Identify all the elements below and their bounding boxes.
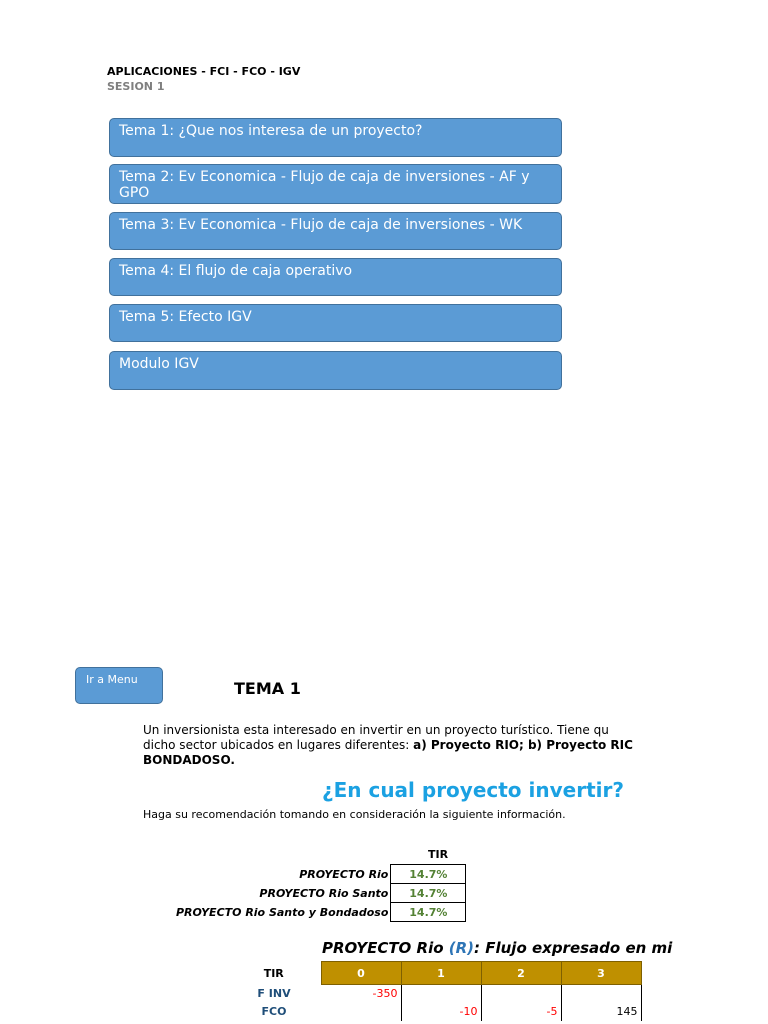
table-row: [227, 1003, 641, 1021]
menu-button-tema-4[interactable]: Tema 4: El flujo de caja operativo: [109, 258, 562, 296]
period-header: 3: [561, 962, 641, 985]
flow-title-project: PROYECTO Rio: [322, 939, 449, 957]
table-row: [227, 985, 641, 1003]
flow-table-title: [322, 939, 673, 957]
period-header: 0: [321, 962, 401, 985]
table-row: [227, 962, 641, 985]
flow-cell[interactable]: -5: [481, 1003, 561, 1021]
session-label: SESION 1: [107, 80, 165, 93]
tir-table: [174, 864, 466, 922]
menu-button-modulo-igv[interactable]: Modulo IGV: [109, 351, 562, 390]
table-row: [174, 903, 466, 922]
statement-line-2-bold: a) Proyecto RIO; b) Proyecto RIC: [413, 738, 633, 752]
tir-row-value[interactable]: 14.7%: [391, 865, 466, 884]
flow-title-code: (R): [448, 939, 475, 957]
flow-cell[interactable]: [561, 985, 641, 1003]
back-to-menu-button[interactable]: Ir a Menu: [75, 667, 163, 704]
flow-row-label: TIR: [263, 966, 284, 980]
menu-button-tema-1[interactable]: Tema 1: ¿Que nos interesa de un proyecto?: [109, 118, 562, 157]
tir-row-label: PROYECTO Rio Santo y Bondadoso: [176, 905, 389, 919]
statement-line-2-text: dicho sector ubicados en lugares diferentes:: [143, 738, 414, 752]
statement-line-1: Un inversionista esta interesado en invertir en un proyecto turístico. Tiene qu: [143, 723, 609, 737]
tir-column-header: TIR: [428, 848, 449, 861]
period-header: 2: [481, 962, 561, 985]
cash-flow-table: [227, 961, 642, 1021]
flow-row-label: F INV: [257, 987, 291, 1000]
problem-statement: [143, 723, 633, 768]
statement-line-2: [143, 738, 633, 753]
tir-row-value[interactable]: 14.7%: [391, 903, 466, 922]
flow-cell[interactable]: [401, 985, 481, 1003]
tir-row-value[interactable]: 14.7%: [391, 884, 466, 903]
flow-cell[interactable]: 145: [561, 1003, 641, 1021]
table-row: [174, 865, 466, 884]
section-heading: TEMA 1: [234, 679, 301, 698]
statement-line-3: BONDADOSO.: [143, 753, 235, 767]
tir-row-label: PROYECTO Rio: [299, 867, 389, 881]
instruction-text: Haga su recomendación tomando en consideración la siguiente información.: [143, 808, 566, 821]
menu-button-tema-3[interactable]: Tema 3: Ev Economica - Flujo de caja de inversiones - WK: [109, 212, 562, 250]
page-title: APLICACIONES - FCI - FCO - IGV: [107, 65, 301, 78]
flow-row-label: FCO: [261, 1005, 287, 1018]
tir-row-label: PROYECTO Rio Santo: [259, 886, 389, 900]
flow-cell[interactable]: -10: [401, 1003, 481, 1021]
menu-button-tema-2[interactable]: Tema 2: Ev Economica - Flujo de caja de inversiones - AF y GPO: [109, 164, 562, 204]
table-row: [174, 884, 466, 903]
flow-cell[interactable]: [481, 985, 561, 1003]
flow-cell[interactable]: [321, 1003, 401, 1021]
flow-cell[interactable]: -350: [321, 985, 401, 1003]
flow-title-desc: : Flujo expresado en mi: [474, 939, 673, 957]
question-heading: ¿En cual proyecto invertir?: [322, 778, 624, 802]
period-header: 1: [401, 962, 481, 985]
menu-button-tema-5[interactable]: Tema 5: Efecto IGV: [109, 304, 562, 342]
